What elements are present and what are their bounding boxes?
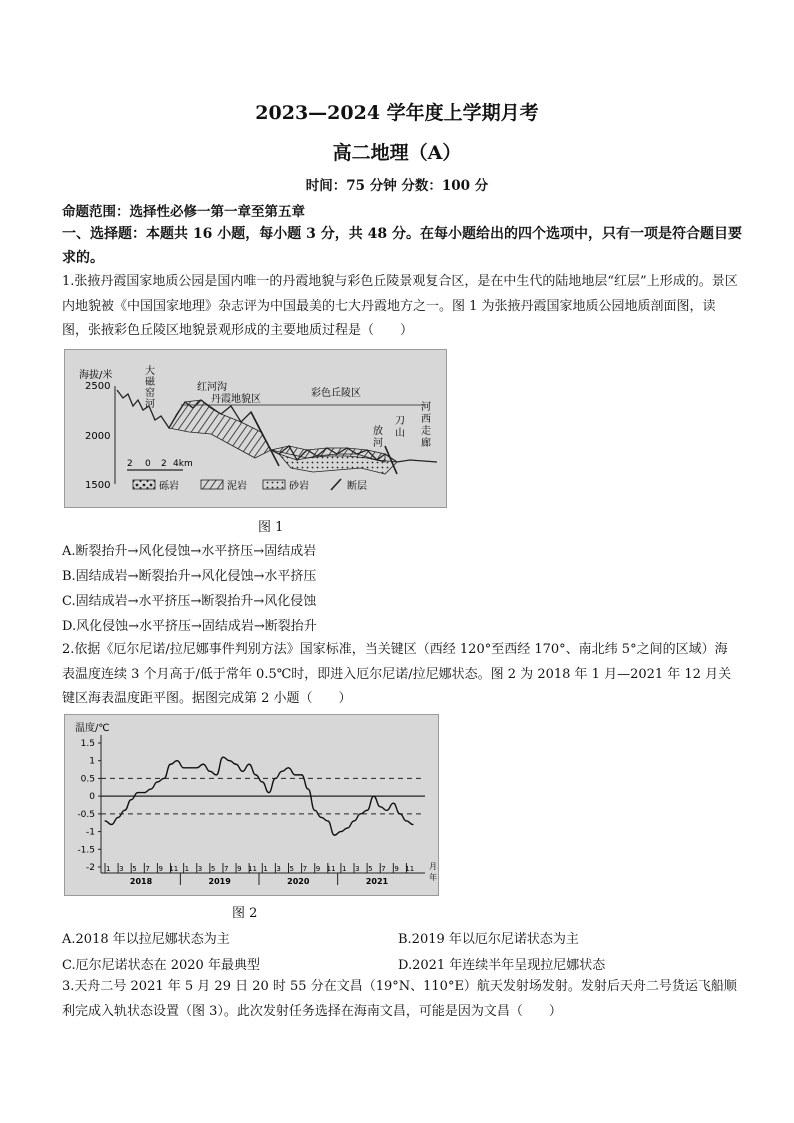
chart-x-tick-label: 9 [315,865,321,873]
chart-y-tick-label: 1.5 [80,739,95,749]
question-2-text: 2.依据《厄尔尼诺/拉尼娜事件判别方法》国家标准，当关键区（西经 120°至西经 170°、南北纬 5°之间的区域）海表温度连续 3 个月高于/低于常年 0.5℃时，即进入厄尔尼诺/拉尼娜状态。图 2 为 2018 年 1 月—2021 年 12 月关键区海表温度距平图。据图完成第 2 小题（ ） [62,642,732,706]
chart-data-point [137,792,138,793]
exam-title: 2023—2024 学年度上学期月考 [255,102,539,124]
fig1-label-danxia: 丹霞地貌区 [211,394,261,405]
fig1-label-daoshan: 刀山 [395,416,405,439]
chart-data-point [249,764,250,765]
chart-data-point [268,792,269,793]
fig1-ytick: 1500 [85,480,111,491]
q2-option-d: D.2021 年连续半年呈现拉尼娜状态 [398,958,606,973]
chart-data-point [321,817,322,818]
chart-x-tick-label: 7 [145,865,150,873]
chart-data-point [360,813,361,814]
chart-x-tick-label: 3 [355,865,360,873]
chart-x-tick-label: 5 [210,865,216,873]
chart-y-tick-label: -0.5 [77,809,95,820]
chart-y-tick-label: -1.5 [77,845,95,856]
chart-y-tick-label: 0.5 [80,774,95,785]
fig1-label-honghegou: 红河沟 [197,382,227,393]
chart-data-point [314,810,315,811]
chart-x-tick-label: 3 [276,865,281,873]
chart-data-point [124,810,125,811]
exam-scope: 命题范围：选择性必修一第一章至第五章 [62,204,305,220]
chart-x-tick-label: 7 [223,865,229,873]
chart-data-point [104,820,105,821]
chart-data-point [150,788,151,789]
fig1-legend-label: 砂岩 [289,481,309,492]
chart-data-point [176,760,177,761]
fig1-label-fanghe: 放河 [373,426,383,449]
question-1-text: 1.张掖丹霞国家地质公园是国内唯一的丹霞地貌与彩色丘陵景观复合区，是在中生代的陆地地层“红层”上形成的。景区内地貌被《中国国家地理》杂志评为中国最美的七大丹霞地方之一。图 1 为张掖丹霞国家地质公园地质剖面图，读图，张掖彩色丘陵区地貌景观形成的主要地质过程是（ ） [62,274,738,338]
chart-data-point [380,806,381,807]
chart-data-point [393,803,394,804]
fig1-scale-tick: 4km [173,459,193,469]
chart-data-point [288,767,289,768]
figure-2 [64,714,439,896]
figure-2-sst-anomaly-chart [65,715,438,895]
chart-data-point [209,771,210,772]
chart-x-tick-label: 5 [289,865,295,873]
exam-meta: 时间：75 分钟 分数：100 分 [305,178,489,194]
chart-y-tick-label: 1 [89,756,95,767]
chart-x-tick-label: 1 [106,865,111,873]
chart-xlabel: 年 [429,873,437,882]
chart-x-tick-label: 1 [263,865,268,873]
chart-year-label: 2020 [287,877,310,886]
chart-data-point [157,781,158,782]
question-3-text: 3.天舟二号 2021 年 5 月 29 日 20 时 55 分在文昌（19°N、110°E）航天发射场发射。发射后天舟二号货运飞船顺利完成入轨状态设置（图 3）。此次发射任务选择在海南文昌，可能是因为文昌（ ） [62,979,737,1019]
q1-option-c: C.固结成岩→水平挤压→断裂抬升→风化侵蚀 [62,594,317,609]
fig1-legend-label: 断层 [347,481,367,492]
q2-option-b: B.2019 年以厄尔尼诺状态为主 [398,932,579,947]
fig1-ytick: 2500 [85,381,111,392]
chart-x-tick-label: 5 [368,865,373,873]
q2-option-c: C.厄尔尼诺状态在 2020 年最典型 [62,958,260,973]
chart-data-point [399,813,400,814]
fig1-scale-tick: 0 [145,459,151,469]
chart-x-tick-label: 1 [184,865,190,873]
chart-x-tick-label: 11 [169,865,179,873]
fig1-legend-label: 泥岩 [227,481,247,492]
chart-data-point [281,771,282,772]
chart-data-point [183,767,184,768]
q1-option-b: B.固结成岩→断裂抬升→风化侵蚀→水平挤压 [62,569,317,584]
chart-data-point [334,835,335,836]
chart-year-label: 2019 [208,877,231,886]
q1-option-a: A.断裂抬升→风化侵蚀→水平挤压→固结成岩 [62,544,317,559]
chart-data-point [216,774,217,775]
chart-data-point [367,810,368,811]
chart-x-tick-label: 3 [197,865,203,873]
chart-x-tick-label: 11 [405,865,415,873]
chart-data-point [235,764,236,765]
chart-data-point [294,774,295,775]
chart-x-tick-label: 5 [132,865,137,873]
fig1-scale-tick: 2 [161,459,167,469]
chart-data-point [196,767,197,768]
chart-y-tick-label: -1 [86,827,95,838]
chart-xlabel: 月 [429,862,437,871]
chart-x-tick-label: 11 [247,865,257,873]
chart-data-point [163,778,164,779]
chart-data-point [131,799,132,800]
chart-data-point [340,831,341,832]
chart-data-point [327,820,328,821]
fig1-ylabel: 海拔/米 [79,370,113,381]
chart-data-point [262,781,263,782]
chart-data-point [118,817,119,818]
chart-data-point [353,820,354,821]
fig1-scale-tick: 2 [127,459,133,469]
chart-x-tick-label: 9 [158,865,163,873]
chart-data-point [190,767,191,768]
exam-subtitle: 高二地理（A） [332,142,462,164]
chart-x-tick-label: 7 [381,865,386,873]
chart-data-point [275,778,276,779]
fig1-legend-label: 砾岩 [159,481,179,492]
chart-year-label: 2018 [129,877,153,886]
chart-data-point [412,824,413,825]
chart-data-point [308,788,309,789]
chart-data-point [255,774,256,775]
chart-x-tick-label: 1 [341,865,347,873]
chart-data-point [373,796,374,797]
chart-data-point [406,820,407,821]
chart-x-tick-label: 11 [326,865,336,873]
fig1-label-mountain: 大磁窑河 [145,366,155,410]
chart-y-tick-label: 0 [89,792,95,803]
chart-x-tick-label: 3 [119,865,124,873]
chart-y-tick-label: -2 [86,863,95,873]
chart-x-tick-label: 9 [237,865,242,873]
chart-data-point [347,827,348,828]
chart-data-point [203,764,204,765]
section-heading: 一、选择题：本题共 16 小题，每小题 3 分，共 48 分。在每小题给出的四个选项中，只有一项是符合题目要求的。 [62,226,742,266]
chart-data-point [229,760,230,761]
q1-option-d: D.风化侵蚀→水平挤压→固结成岩→断裂抬升 [62,619,317,634]
chart-year-label: 2021 [365,877,389,886]
figure-1 [64,349,447,508]
chart-x-tick-label: 7 [302,865,308,873]
chart-data-point [301,774,302,775]
chart-data-point [111,824,112,825]
figure-1-geologic-profile [65,350,446,507]
q2-option-a: A.2018 年以拉尼娜状态为主 [62,932,230,947]
chart-data-point [386,810,387,811]
chart-data-point [242,771,243,772]
chart-ylabel: 温度/℃ [75,723,110,734]
fig1-label-hexi: 河西走廊 [421,402,431,449]
fig1-label-caise: 彩色丘陵区 [311,388,361,399]
figure-2-caption: 图 2 [232,906,258,921]
chart-data-point [144,792,145,793]
chart-data-point [222,757,223,758]
figure-1-caption: 图 1 [258,520,284,535]
chart-x-tick-label: 9 [394,865,399,873]
chart-data-point [170,764,171,765]
fig1-ytick: 2000 [85,431,111,442]
